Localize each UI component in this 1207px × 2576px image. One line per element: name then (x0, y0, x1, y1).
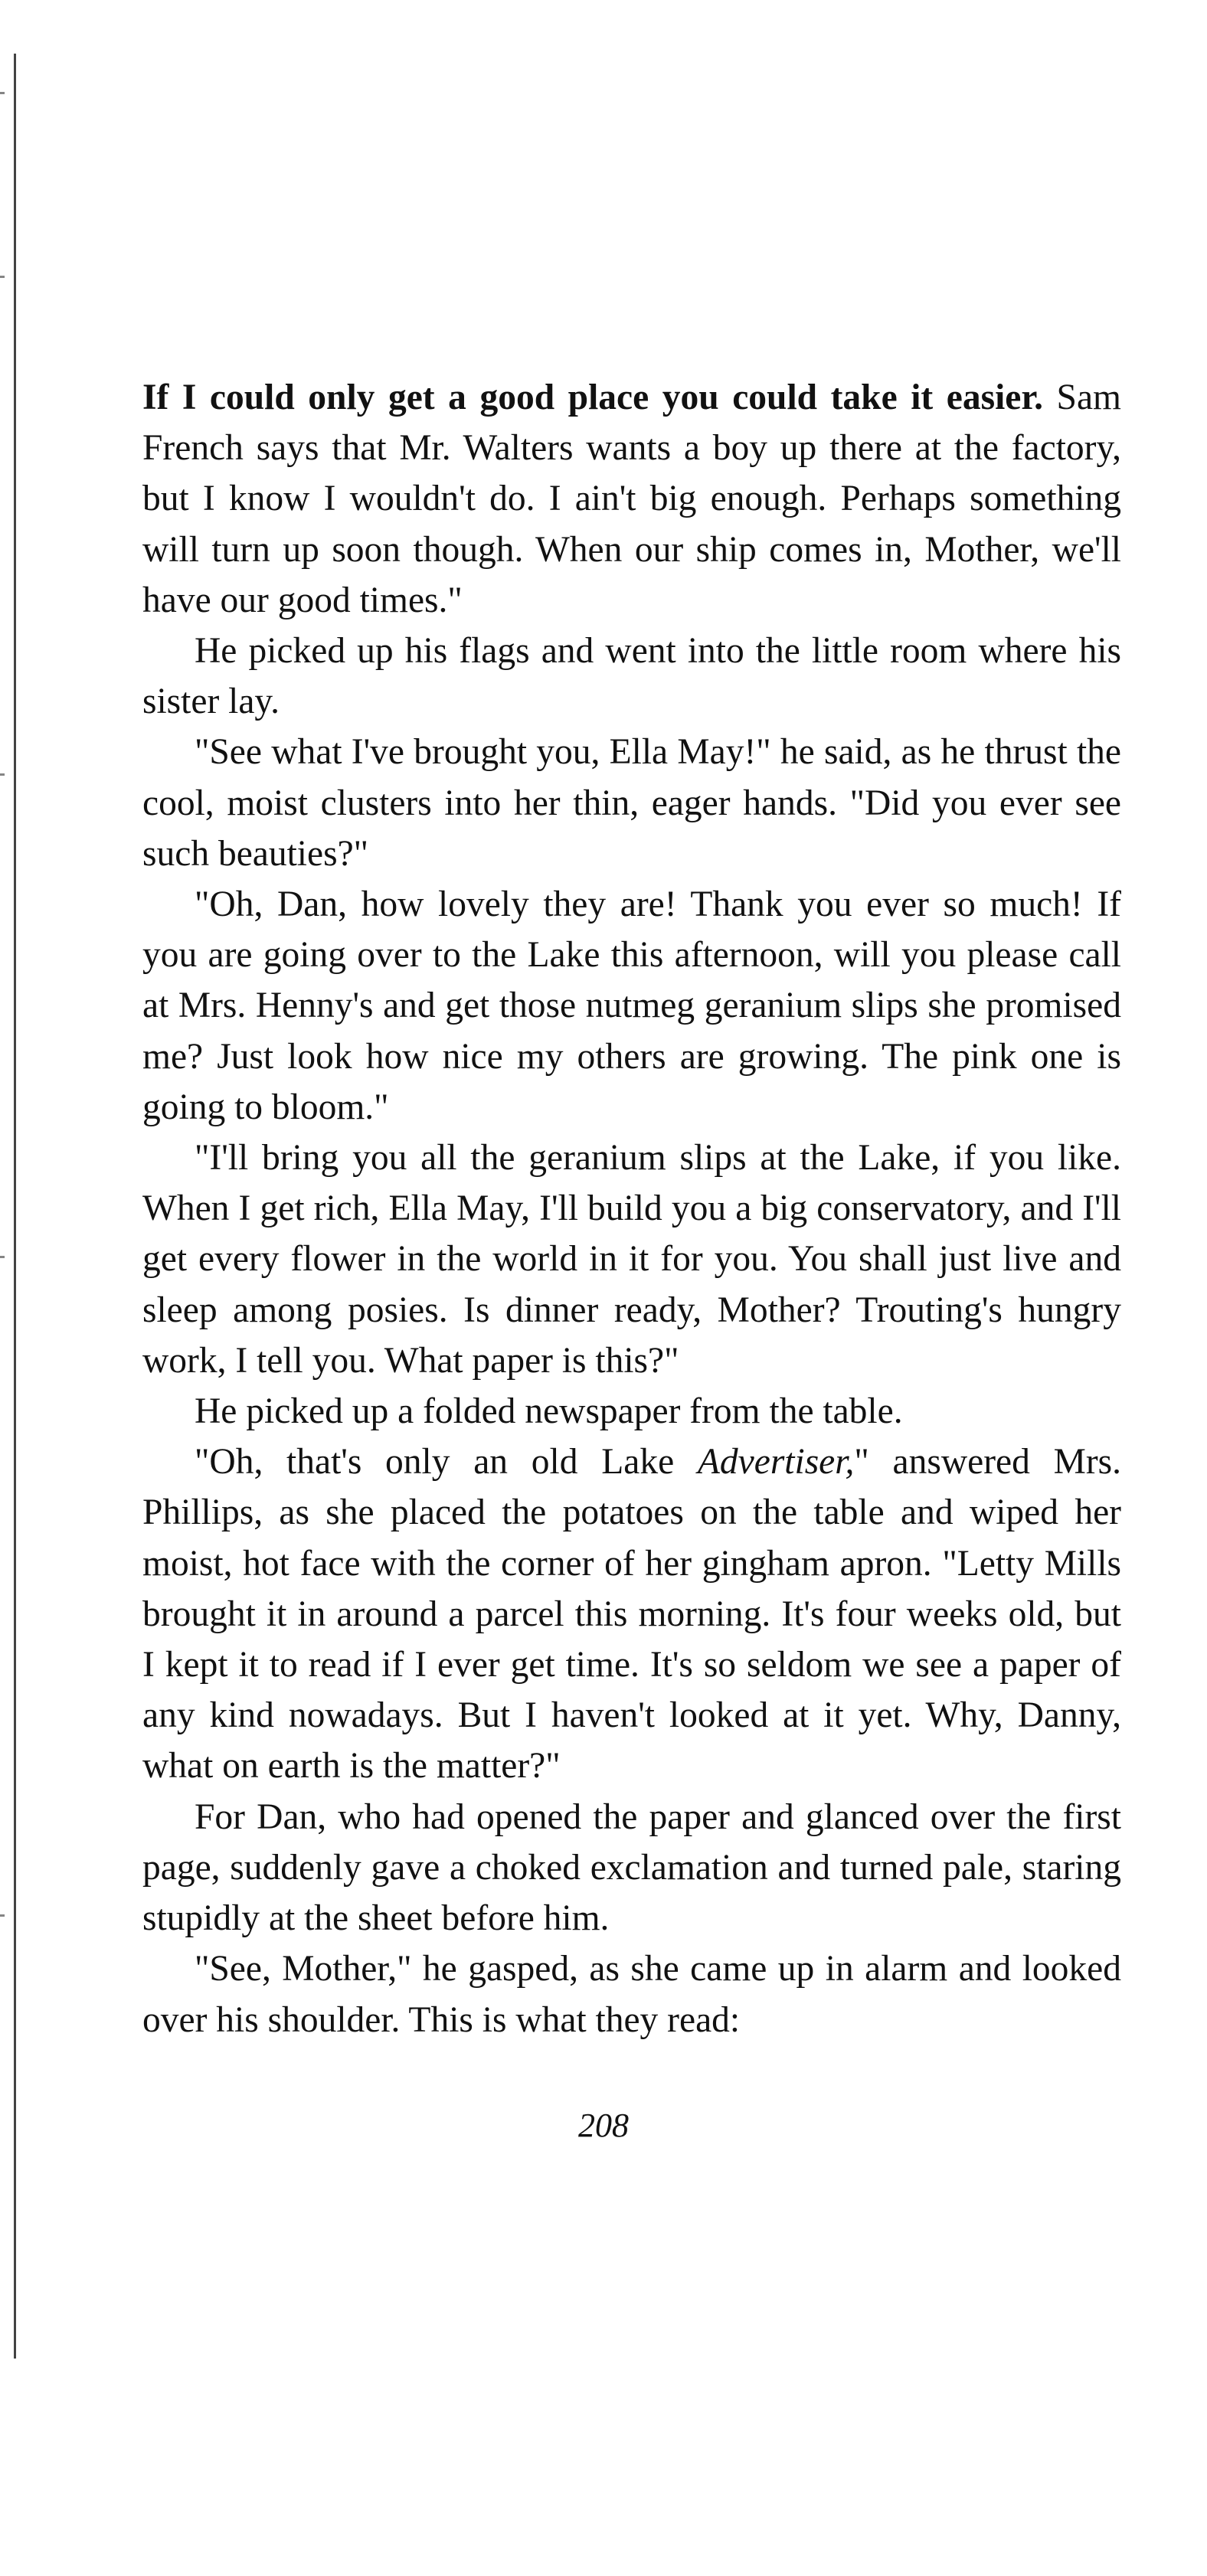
binding-edge-line (14, 54, 16, 2359)
paragraph-1-bold-part: If I could only get a good place you could take it easier. (142, 378, 1043, 417)
binding-edge-mark (0, 773, 5, 776)
paragraph-3: "See what I've brought you, Ella May!" he said, as he thrust the cool, moist clusters into her thin, eager hands. "Did you ever see such beauties?" (142, 732, 1121, 874)
paragraph-6: He picked up a folded newspaper from the table. (195, 1391, 903, 1432)
binding-edge-mark (0, 1914, 5, 1917)
paragraph-7-end: " answered Mrs. Phillips, as she placed the potatoes on the table and wiped her moist, hot face with the corner of her gingham apron. "Letty Mills brought it in around a parcel this morning. It's four weeks old, but I kept it to read if I ever get time. It's so seldom we see a paper of any kind nowadays. But I haven't looked at it yet. Why, Danny, what on earth is the matter?" (142, 1442, 1121, 1787)
paragraph-2: He picked up his flags and went into the little room where his sister lay. (142, 631, 1121, 722)
paragraph-7-start: "Oh, that's only an old Lake (195, 1442, 698, 1483)
paragraph-7 (142, 1437, 1121, 1791)
paragraph-9: "See, Mother," he gasped, as she came up in alarm and looked over his shoulder. This is what they read: (142, 1949, 1121, 2040)
paragraph-1-rest: Sam French says that Mr. Walters wants a boy up there at the factory, but I know I wouldn't do. I ain't big enough. Perhaps something will turn up soon though. When our ship comes in, Mother, we'll have our good times." (142, 378, 1121, 620)
paragraph-8: For Dan, who had opened the paper and glanced over the first page, suddenly gave a choked exclamation and turned pale, staring stupidly at the sheet before him. (142, 1796, 1121, 1939)
page-number: 208 (578, 2107, 629, 2144)
page-body-text (142, 372, 1121, 2045)
paragraph-1 (142, 372, 1121, 626)
binding-edge-mark (0, 92, 5, 94)
paragraph-4: "Oh, Dan, how lovely they are! Thank you ever so much! If you are going over to the Lake this afternoon, will you please call at Mrs. Henny's and get those nutmeg geranium slips she promised me? Just look how nice my others are growing. The pink one is going to bloom." (142, 884, 1121, 1127)
paragraph-5: "I'll bring you all the geranium slips at the Lake, if you like. When I get rich, Ella May, I'll build you a big conservatory, and I'll get every flower in the world in it for you. You shall just live and sleep among posies. Is dinner ready, Mother? Trouting's hungry work, I tell you. What paper is this?" (142, 1138, 1121, 1381)
binding-edge-mark (0, 1256, 5, 1258)
newspaper-title: Advertiser, (697, 1442, 855, 1483)
binding-edge-mark (0, 276, 5, 278)
